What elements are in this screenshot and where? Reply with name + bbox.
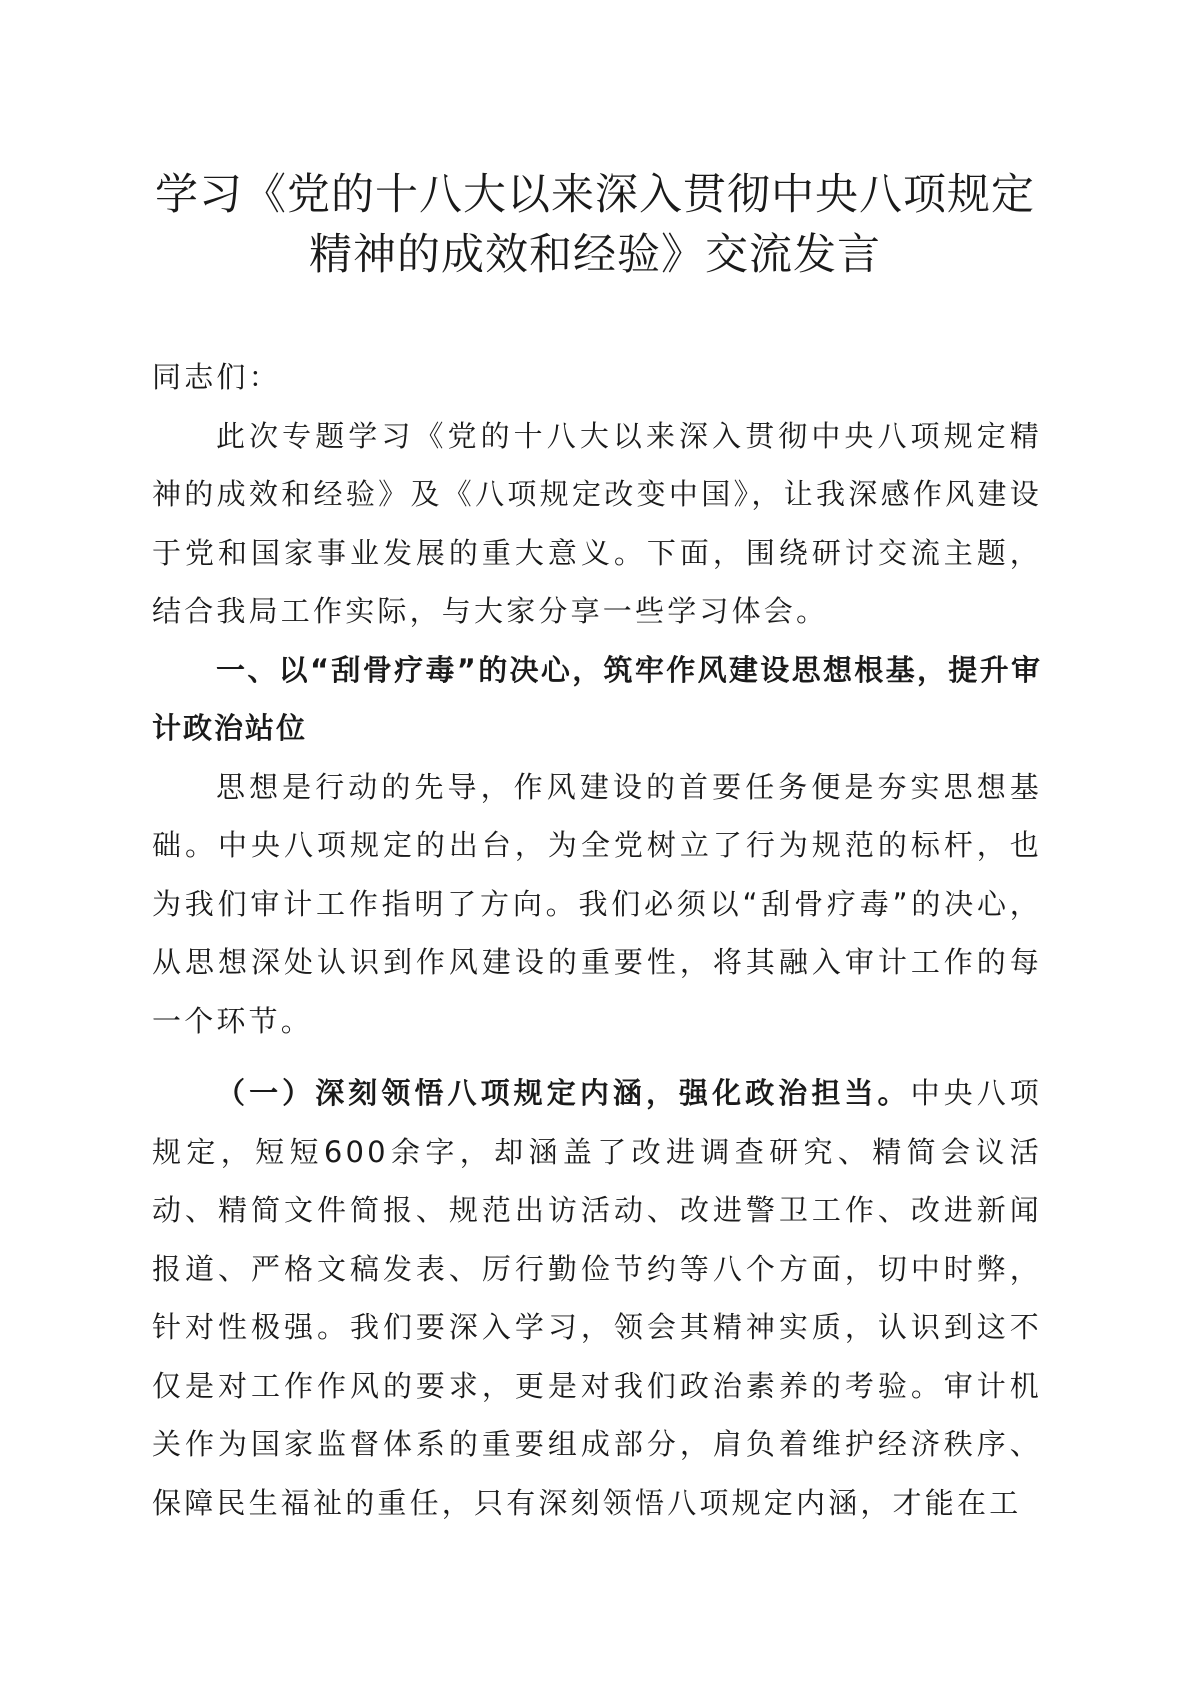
subsection-1-paragraph	[152, 1064, 1042, 1532]
section-1-heading: 一、以“刮骨疗毒”的决心，筑牢作风建设思想根基，提升审计政治站位	[152, 652, 1042, 745]
intro-paragraph: 此次专题学习《党的十八大以来深入贯彻中央八项规定精神的成效和经验》及《八项规定改变中国》，让我深感作风建设于党和国家事业发展的重大意义。下面，围绕研讨交流主题，结合我局工作实际，与大家分享一些学习体会。	[152, 418, 1042, 628]
section-1-paragraph: 思想是行动的先导，作风建设的首要任务便是夯实思想基础。中央八项规定的出台，为全党树立了行为规范的标杆，也为我们审计工作指明了方向。我们必须以“刮骨疗毒”的决心，从思想深处认识到作风建设的重要性，将其融入审计工作的每一个环节。	[152, 769, 1042, 1038]
title-line-1: 学习《党的十八大以来深入贯彻中央八项规定	[155, 170, 1035, 220]
subsection-1-body: 中央八项规定，短短600余字，却涵盖了改进调查研究、精简会议活动、精简文件简报、规范出访活动、改进警卫工作、改进新闻报道、严格文稿发表、厉行勤俭节约等八个方面，切中时弊，针对性极强。我们要深入学习，领会其精神实质，认识到这不仅是对工作作风的要求，更是对我们政治素养的考验。审计机关作为国家监督体系的重要组成部分，肩负着维护经济秩序、保障民生福祉的重任，只有深刻领悟八项规定内涵，才能在工	[152, 1076, 1042, 1520]
subsection-1-heading: （一）深刻领悟八项规定内涵，强化政治担当。	[216, 1076, 911, 1110]
title-line-2: 精神的成效和经验》交流发言	[309, 230, 881, 280]
document-title	[120, 165, 1070, 285]
salutation: 同志们：	[152, 360, 281, 394]
document-body	[152, 348, 1042, 1532]
